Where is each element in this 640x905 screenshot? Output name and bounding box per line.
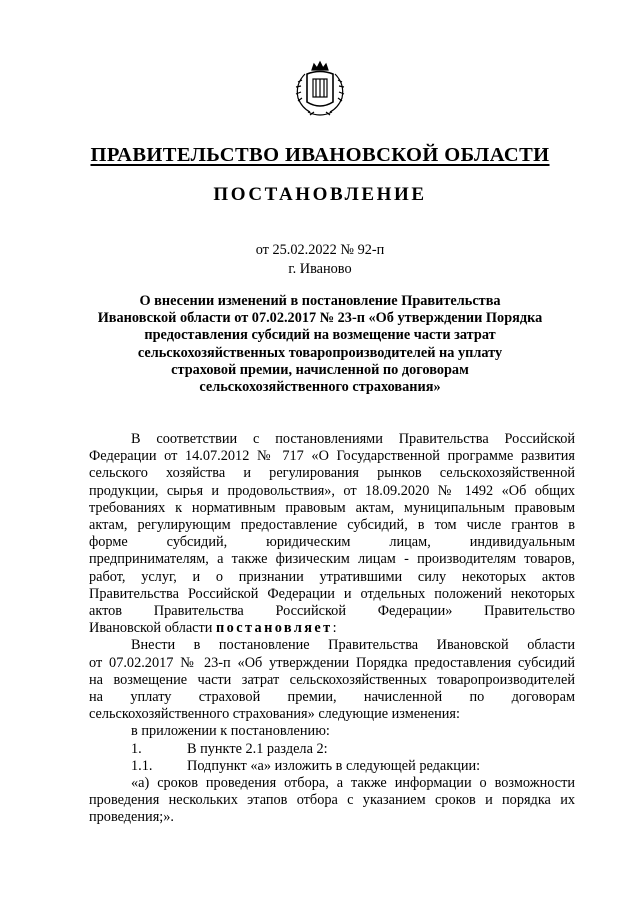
document-body <box>89 431 575 827</box>
subject-line: предоставления субсидий на возмещение части затрат <box>144 327 496 344</box>
subject-line: Ивановской области от 07.02.2017 № 23-п «Об утверждении Порядка <box>97 310 543 327</box>
preamble-line: форме субсидий, юридическим лицам, индивидуальным <box>89 534 575 551</box>
preamble-line: работ, услуг, и о признании утратившими силу некоторых актов <box>89 568 575 585</box>
item-1-1-text: Подпункт «а» изложить в следующей редакции: <box>187 757 481 774</box>
subject-line: О внесении изменений в постановление Правительства <box>139 293 501 309</box>
amend-last-line: сельскохозяйственного страхования» следующие изменения: <box>89 706 460 723</box>
decree-word: постановляет <box>216 620 333 637</box>
quote-last-line: проведения;». <box>89 809 174 826</box>
decree-colon: : <box>332 620 337 637</box>
preamble-line: предпринимателям, а также физическим лицам - производителям товаров, <box>89 551 575 568</box>
preamble-line: В соответствии с постановлениями Правительства Российской <box>131 431 575 447</box>
preamble-last-line <box>89 620 575 637</box>
preamble-line: актам, регулирующим предоставление субсидий, в том числе грантов в <box>89 517 575 534</box>
coat-of-arms-emblem <box>292 60 348 120</box>
quote-line: проведения нескольких этапов отбора с указанием сроков и порядка их <box>89 792 575 809</box>
preamble-line: требованиях к нормативным правовым актам, муниципальным правовым <box>89 499 575 516</box>
item-1-text: В пункте 2.1 раздела 2: <box>187 740 328 757</box>
document-subject <box>80 293 560 396</box>
subject-line: сельскохозяйственного страхования» <box>199 379 441 396</box>
subject-line: сельскохозяйственных товаропроизводителей на уплату <box>137 344 503 361</box>
document-date-number: от 25.02.2022 № 92-п <box>255 242 385 258</box>
item-1-number: 1. <box>131 740 142 757</box>
amend-line: Внести в постановление Правительства Ивановской области <box>131 637 575 654</box>
document-city: г. Иваново <box>288 261 352 277</box>
item-1-1-number: 1.1. <box>131 757 153 774</box>
document-type: ПОСТАНОВЛЕНИЕ <box>213 184 427 205</box>
preamble-line: сельского хозяйства и регулирования рынков сельскохозяйственной <box>89 465 575 482</box>
preamble-last-text: Ивановской области <box>89 620 217 637</box>
amend-line: на возмещение части затрат сельскохозяйственных товаропроизводителей <box>89 671 575 688</box>
preamble-line: Правительства Российской Федерации и отдельных положений некоторых <box>89 585 575 602</box>
government-title: ПРАВИТЕЛЬСТВО ИВАНОВСКОЙ ОБЛАСТИ <box>90 144 550 166</box>
item-1-1 <box>89 758 575 775</box>
subject-line: страховой премии, начисленной по договорам <box>171 361 469 378</box>
appendix-line: в приложении к постановлению: <box>131 723 330 740</box>
preamble-line: продукции, сырья и продовольствия», от 18.09.2020 № 1492 «Об общих <box>89 482 575 499</box>
preamble-line: Федерации от 14.07.2012 № 717 «О Государственной программе развития <box>89 448 575 465</box>
preamble-line: актов Правительства Российской Федерации» Правительство <box>89 603 575 620</box>
quote-line: «а) сроков проведения отбора, а также информации о возможности <box>131 775 575 792</box>
amend-line: на уплату страховой премии, начисленной по договорам <box>89 689 575 706</box>
item-1 <box>89 741 575 758</box>
amend-line: от 07.02.2017 № 23-п «Об утверждении Порядка предоставления субсидий <box>89 654 575 671</box>
